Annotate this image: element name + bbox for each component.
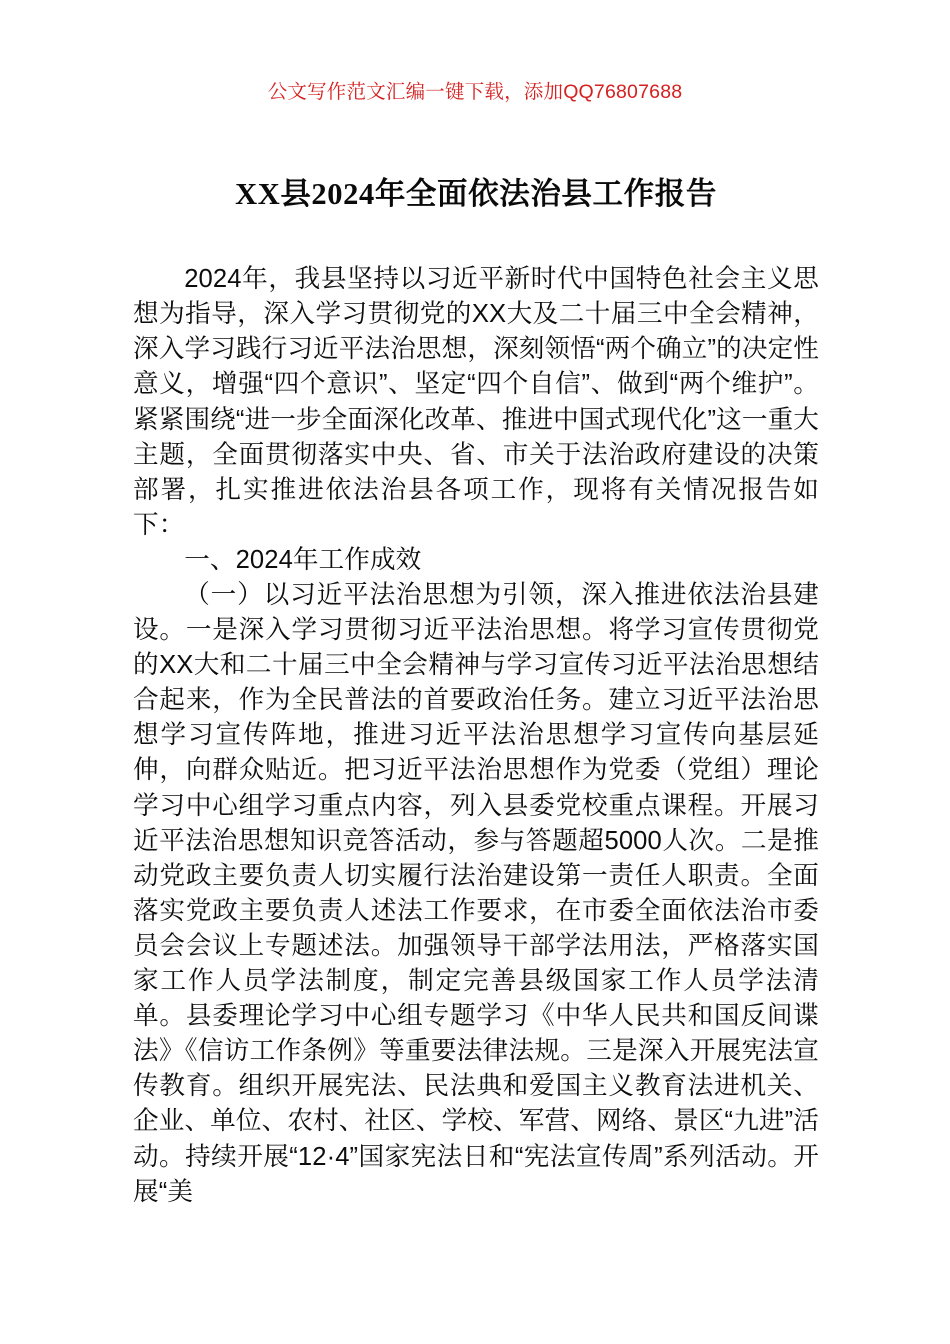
document-content-column bbox=[133, 170, 819, 1210]
section-heading-1: 一、2024年工作成效 bbox=[184, 545, 422, 574]
promo-watermark-text: 公文写作范文汇编一键下载，添加QQ76807688 bbox=[267, 81, 683, 103]
paragraph-opening: 2024年，我县坚持以习近平新时代中国特色社会主义思想为指导，深入学习贯彻党的XX大及二十届三中全会精神，深入学习践行习近平法治思想，深刻领悟“两个确立”的决定性意义，增强“四个意识”、坚定“四个自信”、做到“两个维护”。紧紧围绕“进一步全面深化改革、推进中国式现代化”这一重大主题，全面贯彻落实中央、省、市关于法治政府建设的决策部署，扎实推进依法治县各项工作，现将有关情况报告如下： bbox=[133, 265, 819, 539]
document-body bbox=[133, 262, 819, 1210]
paragraph-section-1-1: （一）以习近平法治思想为引领，深入推进依法治县建设。一是深入学习贯彻习近平法治思想。将学习宣传贯彻党的XX大和二十届三中全会精神与学习宣传习近平法治思想结合起来，作为全民普法的首要政治任务。建立习近平法治思想学习宣传阵地，推进习近平法治思想学习宣传向基层延伸，向群众贴近。把习近平法治思想作为党委（党组）理论学习中心组学习重点内容，列入县委党校重点课程。开展习近平法治思想知识竞答活动，参与答题超5000人次。二是推动党政主要负责人切实履行法治建设第一责任人职责。全面落实党政主要负责人述法工作要求，在市委全面依法治市委员会会议上专题述法。加强领导干部学法用法，严格落实国家工作人员学法制度，制定完善县级国家工作人员学法清单。县委理论学习中心组专题学习《中华人民共和国反间谍法》《信访工作条例》等重要法律法规。三是深入开展宪法宣传教育。组织开展宪法、民法典和爱国主义教育法进机关、企业、单位、农村、社区、学校、军营、网络、景区“九进”活动。持续开展“12·4”国家宪法日和“宪法宣传周”系列活动。开展“美 bbox=[133, 581, 819, 1206]
document-title: XX县2024年全面依法治县工作报告 bbox=[235, 177, 717, 211]
